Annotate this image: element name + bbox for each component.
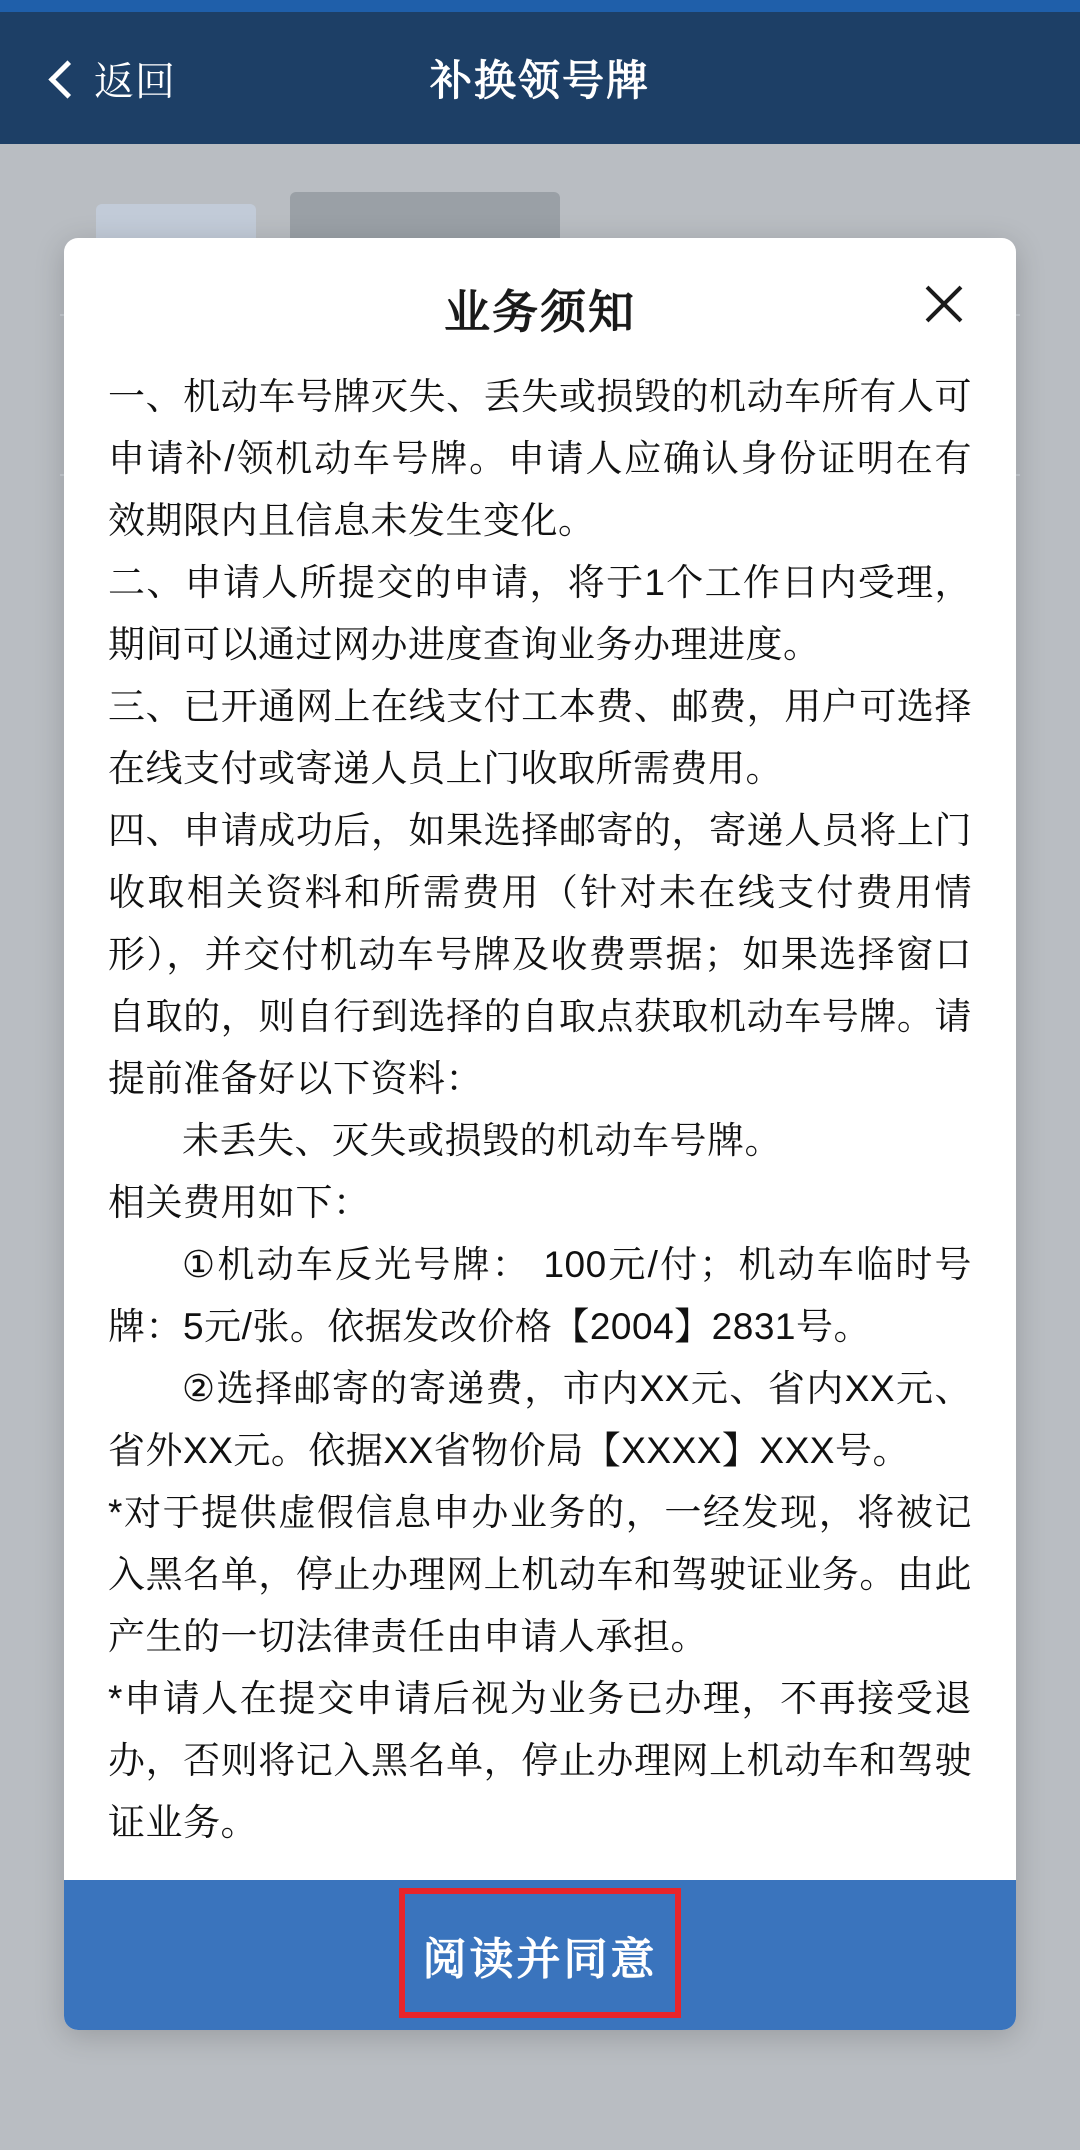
dialog-body — [64, 366, 1016, 1880]
read-and-agree-button[interactable] — [64, 1880, 1016, 2030]
dialog-title: 业务须知 — [444, 286, 636, 338]
chevron-left-icon — [46, 63, 76, 93]
business-notice-dialog — [64, 238, 1016, 2030]
notice-paragraph: *对于提供虚假信息申办业务的，一经发现，将被记入黑名单，停止办理网上机动车和驾驶证业务。由此产生的一切法律责任由申请人承担。 — [108, 1492, 972, 1657]
notice-paragraph: 一、机动车号牌灭失、丢失或损毁的机动车所有人可申请补/领机动车号牌。申请人应确认身份证明在有效期限内且信息未发生变化。 — [108, 376, 972, 541]
read-and-agree-label: 阅读并同意 — [422, 1935, 658, 1984]
notice-paragraph: 三、已开通网上在线支付工本费、邮费，用户可选择在线支付或寄递人员上门收取所需费用。 — [108, 686, 972, 789]
notice-paragraph: 相关费用如下： — [108, 1182, 371, 1223]
notice-paragraph: ②选择邮寄的寄递费，市内XX元、省内XX元、省外XX元。依据XX省物价局【XXXX】XXX号。 — [108, 1368, 972, 1471]
page-title: 补换领号牌 — [429, 57, 650, 104]
close-icon[interactable] — [916, 276, 972, 332]
notice-paragraph: 未丢失、灭失或损毁的机动车号牌。 — [182, 1120, 782, 1161]
status-bar — [0, 0, 1080, 12]
back-button-label: 返回 — [94, 59, 176, 104]
dialog-header — [64, 238, 1016, 366]
notice-paragraph: 四、申请成功后，如果选择邮寄的，寄递人员将上门收取相关资料和所需费用（针对未在线支付费用情形），并交付机动车号牌及收费票据；如果选择窗口自取的，则自行到选择的自取点获取机动车号牌。请提前准备好以下资料： — [108, 810, 972, 1099]
notice-paragraph: 二、申请人所提交的申请，将于1个工作日内受理，期间可以通过网办进度查询业务办理进度。 — [108, 562, 972, 665]
notice-paragraph: *申请人在提交申请后视为业务已办理，不再接受退办，否则将记入黑名单，停止办理网上机动车和驾驶证业务。 — [108, 1678, 972, 1843]
notice-paragraph: ①机动车反光号牌： 100元/付；机动车临时号牌：5元/张。依据发改价格【2004】2831号。 — [108, 1244, 972, 1347]
navigation-bar — [0, 12, 1080, 144]
back-button[interactable] — [46, 50, 176, 107]
